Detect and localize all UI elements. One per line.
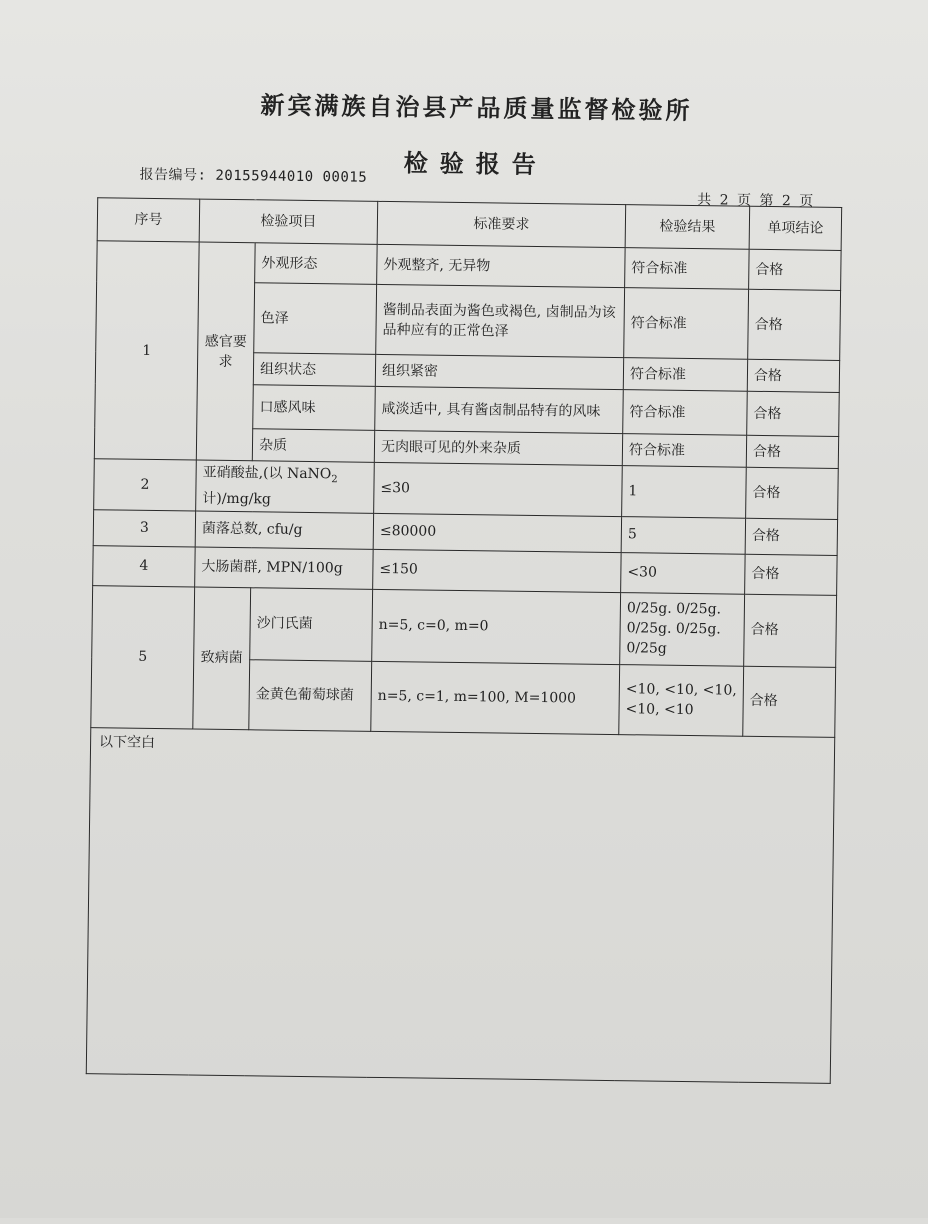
conclusion-cell: 合格 [746,435,838,468]
header-result: 检验结果 [625,205,750,250]
item-cell: 外观形态 [255,243,378,285]
standard-cell: 咸淡适中, 具有酱卤制品特有的风味 [375,386,624,433]
item-subscript: 2 [331,474,338,486]
item-text-suffix: 计)/mg/kg [202,490,271,508]
item-cell: 菌落总数, cfu/g [195,511,373,549]
item-cell: 大肠菌群, MPN/100g [195,547,374,589]
standard-cell: 酱制品表面为酱色或褐色, 卤制品为该品种应有的正常色泽 [376,284,625,357]
item-cell: 色泽 [254,283,377,355]
item-cell: 沙门氏菌 [250,588,373,662]
table-row [92,585,837,667]
standard-cell: n=5, c=0, m=0 [372,589,621,664]
item-cell: 组织状态 [253,353,375,387]
header-item: 检验项目 [199,199,378,244]
standard-cell: 无肉眼可见的外来杂质 [374,430,622,465]
result-cell: 符合标准 [623,390,748,436]
header-index: 序号 [97,198,200,242]
table-row [97,241,841,291]
standard-cell: ≤80000 [373,513,621,552]
item-cell: 杂质 [252,429,374,463]
conclusion-cell: 合格 [747,391,840,436]
inspection-table [86,197,842,1083]
organization-title: 新宾满族自治县产品质量监督检验所 [260,91,693,125]
item-text: 亚硝酸盐,(以 NaNO [202,464,332,483]
result-cell: <10, <10, <10, <10, <10 [619,664,744,736]
report-number [139,164,367,187]
row-index: 2 [94,459,197,511]
row-index: 3 [93,509,195,546]
result-cell: 符合标准 [624,288,749,360]
header-conclusion: 单项结论 [749,206,842,250]
category-cell: 致病菌 [193,587,251,730]
standard-cell: ≤150 [373,549,622,592]
conclusion-cell: 合格 [747,359,839,392]
result-cell: 0/25g. 0/25g. 0/25g. 0/25g. 0/25g [620,592,745,666]
result-cell: 符合标准 [625,248,750,290]
category-cell: 感官要求 [196,242,255,461]
report-number-label: 报告编号: [139,166,207,184]
item-cell: 口感风味 [253,385,376,431]
standard-cell: ≤30 [374,462,623,516]
conclusion-cell: 合格 [745,518,837,555]
page-info: 共 2 页 第 2 页 [697,192,816,210]
document-title: 检验报告 [403,149,548,180]
result-cell: <30 [621,552,746,594]
item-cell: 金黄色葡萄球菌 [249,660,372,732]
result-cell: 5 [621,516,745,554]
conclusion-cell: 合格 [749,249,842,290]
header-standard: 标准要求 [377,201,626,247]
report-number-value: 20155944010 00015 [215,167,368,186]
result-cell: 1 [622,466,747,518]
result-cell: 符合标准 [623,358,747,392]
row-index: 1 [94,241,199,460]
standard-cell: 组织紧密 [375,354,623,389]
standard-cell: 外观整齐, 无异物 [377,244,626,287]
conclusion-cell: 合格 [745,554,838,595]
standard-cell: n=5, c=1, m=100, M=1000 [371,661,620,734]
conclusion-cell: 合格 [748,289,841,360]
result-cell: 符合标准 [622,434,746,468]
footer-note: 以下空白 [86,727,834,1083]
conclusion-cell: 合格 [743,666,836,737]
item-cell [196,460,375,513]
row-index: 4 [93,545,196,586]
conclusion-cell: 合格 [746,467,839,519]
blank-area-row [86,727,834,1083]
conclusion-cell: 合格 [744,594,837,667]
row-index: 5 [91,585,195,728]
